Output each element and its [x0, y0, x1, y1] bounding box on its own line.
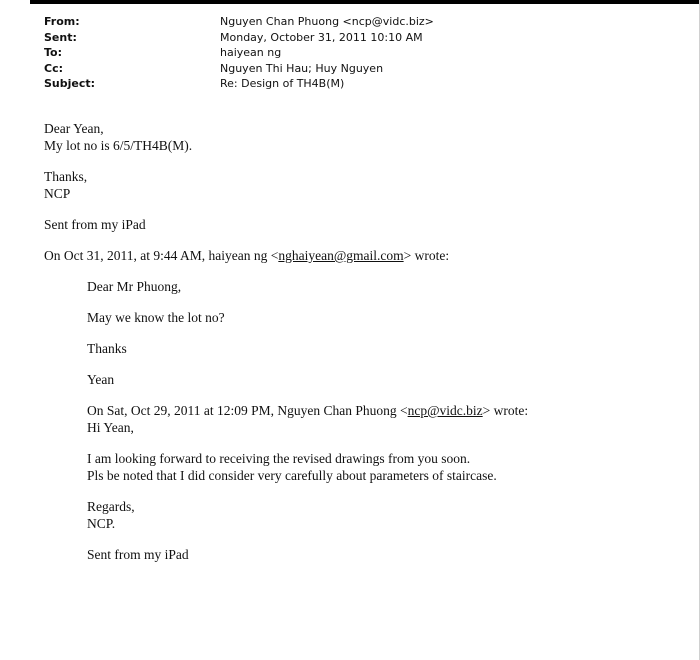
quote2-sent-from: Sent from my iPad	[87, 547, 189, 562]
quote2-regards: Regards,	[87, 499, 135, 514]
quote1-thanks: Thanks	[87, 341, 127, 356]
quote1-intro-email-link[interactable]: ncp@vidc.biz	[407, 403, 483, 418]
to-label: To:	[44, 46, 62, 59]
quote1-intro-suffix: > wrote:	[482, 403, 529, 418]
sent-value: Monday, October 31, 2011 10:10 AM	[220, 30, 423, 44]
cc-value: Nguyen Thi Hau; Huy Nguyen	[220, 61, 384, 75]
quote-intro-suffix: > wrote:	[403, 248, 450, 263]
from-value: Nguyen Chan Phuong <ncp@vidc.biz>	[220, 15, 434, 28]
header-sent-row	[44, 30, 434, 46]
header-from-row	[44, 14, 434, 30]
quote1-question: May we know the lot no?	[87, 310, 225, 325]
header-subject-row	[44, 76, 434, 92]
quoted-message-1	[87, 264, 664, 563]
reply-lot-number: My lot no is 6/5/TH4B(M).	[44, 138, 193, 153]
subject-label: Subject:	[44, 77, 96, 90]
reply-sent-from: Sent from my iPad	[44, 217, 146, 232]
top-border-rule	[30, 0, 700, 4]
sent-label: Sent:	[44, 30, 77, 44]
subject-value: Re: Design of TH4B(M)	[220, 77, 345, 90]
quote1-signature: Yean	[87, 372, 115, 387]
quote-intro-email-link[interactable]: nghaiyean@gmail.com	[278, 248, 404, 263]
header-cc-row	[44, 61, 434, 77]
email-body	[44, 120, 664, 563]
header-to-row	[44, 45, 434, 61]
quote1-intro-prefix: On Sat, Oct 29, 2011 at 12:09 PM, Nguyen Chan Phuong <	[87, 403, 408, 418]
quote2-paragraph-2: Pls be noted that I did consider very carefully about parameters of staircase.	[87, 468, 497, 483]
from-label: From:	[44, 15, 80, 28]
reply-signature: NCP	[44, 186, 71, 201]
reply-quote-intro	[44, 247, 664, 264]
quote2-signature: NCP.	[87, 516, 116, 531]
quote1-intro	[87, 402, 664, 419]
reply-thanks: Thanks,	[44, 169, 88, 184]
quote-intro-prefix: On Oct 31, 2011, at 9:44 AM, haiyean ng <	[44, 248, 279, 263]
quote2-paragraph-1: I am looking forward to receiving the revised drawings from you soon.	[87, 451, 471, 466]
cc-label: Cc:	[44, 61, 63, 75]
quote2-greeting: Hi Yean,	[87, 420, 134, 435]
reply-greeting: Dear Yean,	[44, 121, 104, 136]
quote1-greeting: Dear Mr Phuong,	[87, 279, 182, 294]
to-value: haiyean ng	[220, 46, 282, 59]
email-header-block	[44, 14, 434, 92]
